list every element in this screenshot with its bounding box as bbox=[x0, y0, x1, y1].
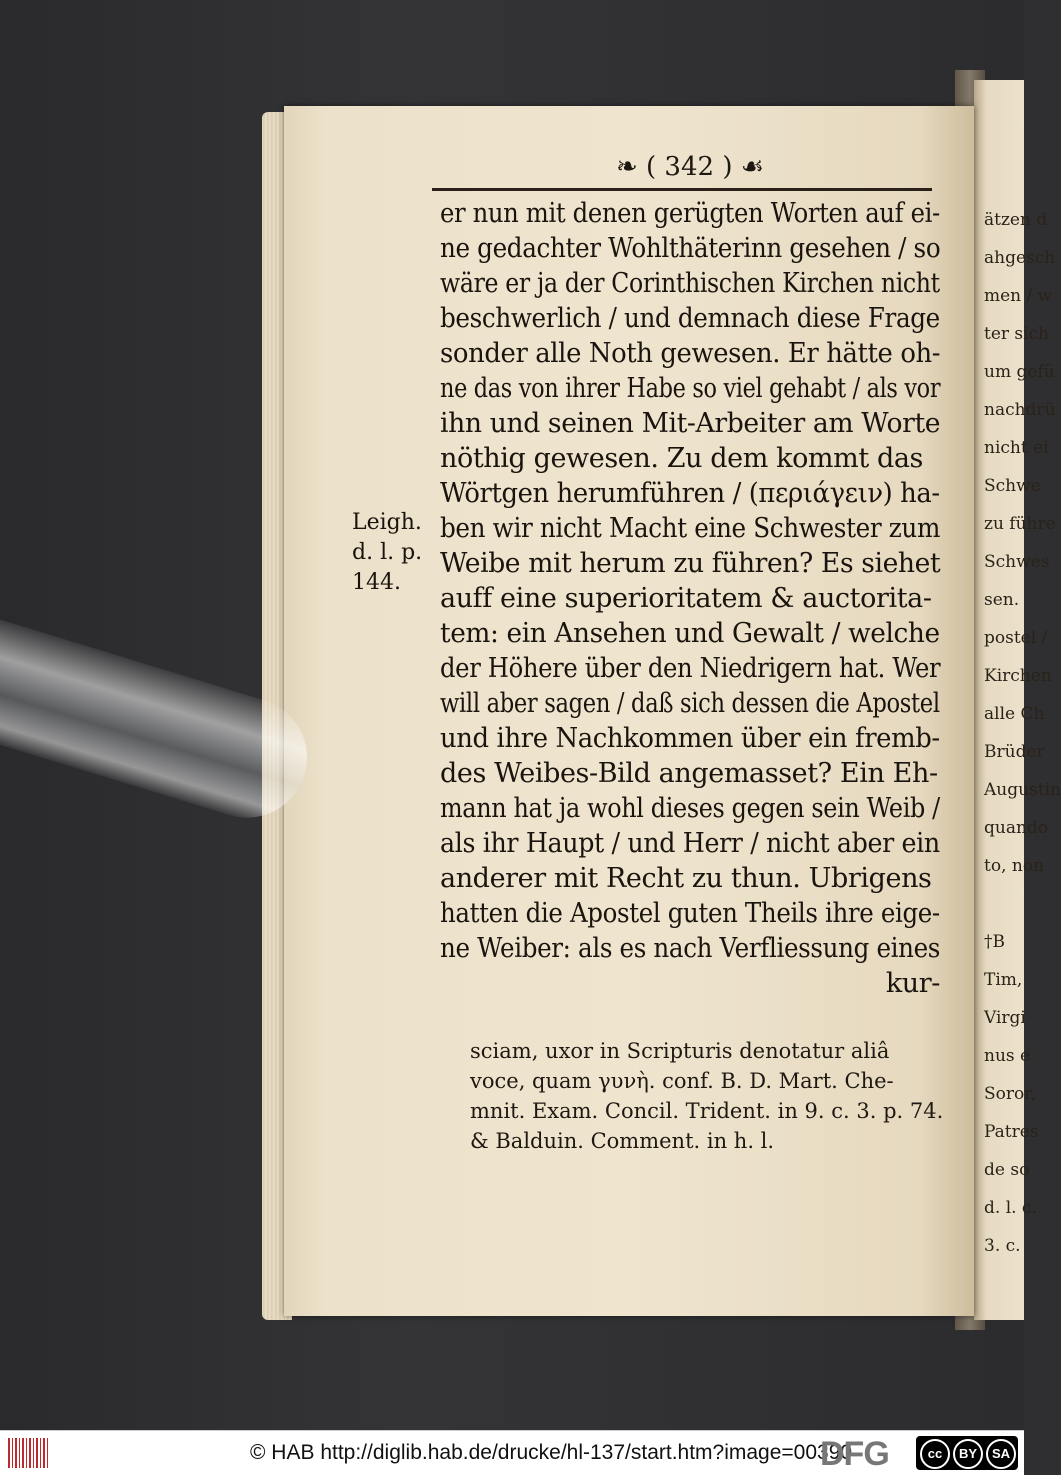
margin-note-line: Leigh. bbox=[352, 510, 422, 535]
facing-page-fragment: alle Ch bbox=[984, 704, 1045, 724]
facing-page-fragment: ter sich bbox=[984, 324, 1050, 344]
facing-page-fragment: nicht ei bbox=[984, 438, 1049, 458]
text-line: mann hat ja wohl dieses gegen sein Weib / bbox=[440, 793, 940, 824]
text-line: anderer mit Recht zu thun. Ubrigens bbox=[440, 863, 932, 894]
footnote-line: sciam, uxor in Scripturis denotatur aliâ bbox=[470, 1039, 890, 1063]
text-line: nöthig gewesen. Zu dem kommt das bbox=[440, 443, 923, 474]
credit-link[interactable]: © HAB http://diglib.hab.de/drucke/hl-137/start.htm?image=00390 bbox=[250, 1441, 853, 1464]
margin-note-line: d. l. p. bbox=[352, 540, 423, 565]
ornament-left-icon: ❧ bbox=[615, 152, 638, 182]
facing-page-fragment: nus e bbox=[984, 1046, 1031, 1066]
text-line: und ihre Nachkommen über ein fremb- bbox=[440, 723, 940, 754]
text-line: Weibe mit herum zu führen? Es siehet bbox=[440, 548, 941, 579]
text-line: hatten die Apostel guten Theils ihre eige- bbox=[440, 898, 940, 929]
ornament-right-icon: ☙ bbox=[740, 152, 765, 182]
facing-page-fragment: †B bbox=[984, 932, 1005, 952]
facing-page-fragment: zu führe bbox=[984, 514, 1056, 534]
license-badge[interactable] bbox=[916, 1436, 1018, 1470]
facing-page-fragment: Kirchen bbox=[984, 666, 1052, 686]
text-line: ben wir nicht Macht eine Schwester zum bbox=[440, 513, 940, 544]
facing-page-fragment: postel / bbox=[984, 628, 1048, 648]
text-line: ne Weiber: als es nach Verfliessung eines bbox=[440, 933, 941, 964]
sa-icon: SA bbox=[986, 1439, 1016, 1469]
text-line: des Weibes-Bild angemasset? Ein Eh- bbox=[440, 758, 938, 789]
body-text bbox=[440, 196, 940, 1001]
margin-note-line: 144. bbox=[352, 570, 401, 595]
footnote-line: mnit. Exam. Concil. Trident. in 9. c. 3. p. 74. bbox=[470, 1099, 944, 1123]
facing-page-fragment: d. l. c. bbox=[984, 1198, 1037, 1218]
text-line: der Höhere über den Niedrigern hat. Wer bbox=[440, 653, 941, 684]
page-header bbox=[590, 152, 790, 182]
facing-page-fragment: men / w bbox=[984, 286, 1053, 306]
text-line: sonder alle Noth gewesen. Er hätte oh- bbox=[440, 338, 941, 369]
text-line: will aber sagen / daß sich dessen die Apostel bbox=[440, 688, 940, 719]
facing-page-fragment: quando bbox=[984, 818, 1049, 838]
dfg-logo: DFG bbox=[820, 1435, 889, 1473]
text-line: auff eine superioritatem & auctorita- bbox=[440, 583, 932, 614]
catchword: kur- bbox=[885, 968, 940, 999]
facing-page bbox=[974, 80, 1061, 1320]
text-line: Wörtgen herumführen / (περιάγειν) ha- bbox=[440, 478, 940, 509]
footnote-line: voce, quam γυνὴ. conf. B. D. Mart. Che- bbox=[470, 1069, 894, 1093]
facing-page-fragment: to, non bbox=[984, 856, 1045, 876]
facing-page-fragment: sen. bbox=[984, 590, 1020, 610]
text-line: ihn und seinen Mit-Arbeiter am Worte bbox=[440, 408, 941, 439]
margin-note bbox=[352, 508, 432, 598]
facing-page-fragment: Tim, bbox=[984, 970, 1023, 990]
text-line: er nun mit denen gerügten Worten auf ei- bbox=[440, 198, 940, 229]
text-line: ne das von ihrer Habe so viel gehabt / als vor bbox=[440, 373, 941, 404]
facing-page-fragment: Schwes bbox=[984, 552, 1050, 572]
page-number: ( 342 ) bbox=[646, 152, 733, 182]
facing-page-fragment: um gefü bbox=[984, 362, 1055, 382]
facing-page-fragment: Augustin bbox=[984, 780, 1061, 800]
facing-page-fragment: Soror, bbox=[984, 1084, 1036, 1104]
text-line: ne gedachter Wohlthäterinn gesehen / so bbox=[440, 233, 941, 264]
facing-page-fragment: Virgi bbox=[984, 1008, 1026, 1028]
facing-page-fragment: 3. c. bbox=[984, 1236, 1021, 1256]
cc-icon: cc bbox=[920, 1439, 950, 1469]
facing-page-fragment: nachdrü bbox=[984, 400, 1056, 420]
text-line: als ihr Haupt / und Herr / nicht aber ein bbox=[440, 828, 940, 859]
text-line: tem: ein Ansehen und Gewalt / welche bbox=[440, 618, 940, 649]
text-line: beschwerlich / und demnach diese Frage bbox=[440, 303, 940, 334]
facing-page-fragment: ätzen d bbox=[984, 210, 1048, 230]
facing-page-fragment: ahgesch bbox=[984, 248, 1056, 268]
facing-page-fragment: Schwe bbox=[984, 476, 1041, 496]
footnote-line: & Balduin. Comment. in h. l. bbox=[470, 1129, 775, 1153]
footnote bbox=[470, 1036, 950, 1156]
text-line: wäre er ja der Corinthischen Kirchen nicht bbox=[440, 268, 940, 299]
facing-page-fragment: de so bbox=[984, 1160, 1030, 1180]
facing-page-fragment: Patres bbox=[984, 1122, 1039, 1142]
by-icon: BY bbox=[953, 1439, 983, 1469]
barcode-icon bbox=[8, 1438, 48, 1468]
header-rule bbox=[432, 188, 932, 191]
facing-page-fragment: Brüder bbox=[984, 742, 1045, 762]
